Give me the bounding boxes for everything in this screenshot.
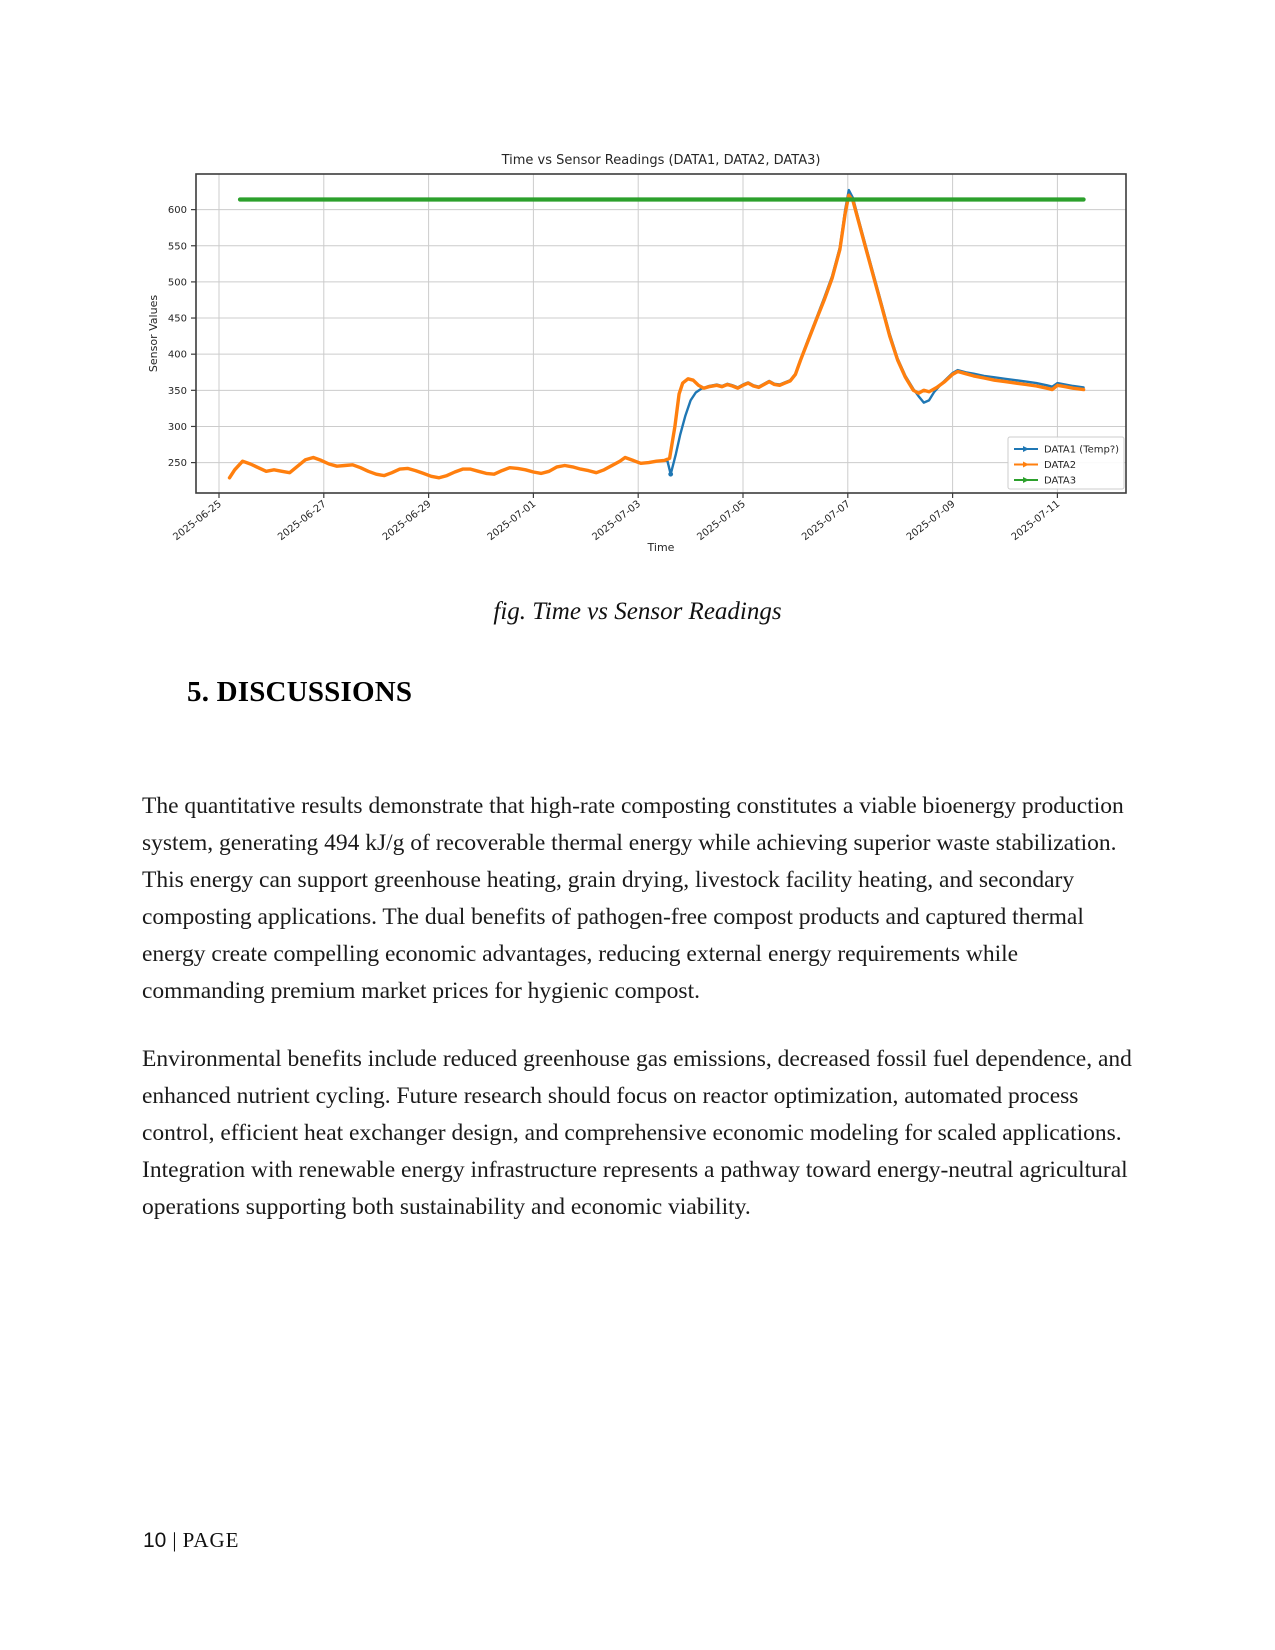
section-heading: 5. DISCUSSIONS <box>187 676 413 708</box>
svg-text:2025-06-27: 2025-06-27 <box>276 498 329 544</box>
svg-text:600: 600 <box>167 205 187 217</box>
legend-label-2: DATA2 <box>1044 460 1077 471</box>
svg-text:2025-07-09: 2025-07-09 <box>904 498 958 544</box>
svg-text:2025-06-25: 2025-06-25 <box>171 498 224 544</box>
svg-text:250: 250 <box>167 458 187 470</box>
x-axis-label: Time <box>647 541 675 554</box>
svg-text:2025-07-11: 2025-07-11 <box>1009 498 1063 544</box>
svg-text:500: 500 <box>167 277 187 289</box>
body-text <box>142 788 1138 1257</box>
line-chart <box>0 0 1275 570</box>
figure-caption: fig. Time vs Sensor Readings <box>493 598 782 625</box>
svg-text:300: 300 <box>167 421 187 433</box>
svg-text:2025-07-03: 2025-07-03 <box>590 498 644 544</box>
series-1-marker <box>668 472 673 477</box>
svg-text:450: 450 <box>167 313 187 325</box>
svg-text:2025-07-07: 2025-07-07 <box>800 498 853 544</box>
legend-label-3: DATA3 <box>1044 475 1077 487</box>
paragraph-2: Environmental benefits include reduced greenhouse gas emissions, decreased fossil fuel dependence, and enhanced nutrient cycling. Future research should focus on reactor optimization, automated process control, efficient heat exchanger design, and comprehensive economic modeling for scaled applications. Integration with renewable energy infrastructure represents a pathway toward energy-neutral agricultural operations supporting both sustainability and economic viability. <box>142 1046 1132 1220</box>
svg-text:350: 350 <box>167 385 187 397</box>
y-tick-labels <box>168 205 187 469</box>
chart-title: Time vs Sensor Readings (DATA1, DATA2, DATA3) <box>501 153 821 168</box>
svg-text:400: 400 <box>167 349 187 361</box>
page-footer <box>143 1528 240 1553</box>
paragraph-1: The quantitative results demonstrate that high-rate composting constitutes a viable bioenergy production system, generating 494 kJ/g of recoverable thermal energy while achieving superior waste stabilization. This energy can support greenhouse heating, grain drying, livestock facility heating, and secondary composting applications. The dual benefits of pathogen-free compost products and captured thermal energy create compelling economic advantages, reducing external energy requirements while commanding premium market prices for hygienic compost. <box>142 793 1124 1004</box>
legend-label-1: DATA1 (Temp?) <box>1044 444 1120 456</box>
sensor-chart-figure <box>0 0 1275 570</box>
y-axis-label: Sensor Values <box>147 294 160 373</box>
svg-text:2025-06-29: 2025-06-29 <box>380 498 434 544</box>
chart-legend <box>1008 437 1124 489</box>
page-number: 10 <box>143 1529 167 1552</box>
svg-text:550: 550 <box>167 241 187 253</box>
x-tick-labels <box>171 499 1062 543</box>
plot-area <box>196 174 1126 493</box>
footer-label: PAGE <box>182 1528 240 1552</box>
svg-text:2025-07-01: 2025-07-01 <box>485 498 539 544</box>
svg-text:2025-07-05: 2025-07-05 <box>695 498 748 544</box>
footer-separator: | <box>172 1528 177 1552</box>
